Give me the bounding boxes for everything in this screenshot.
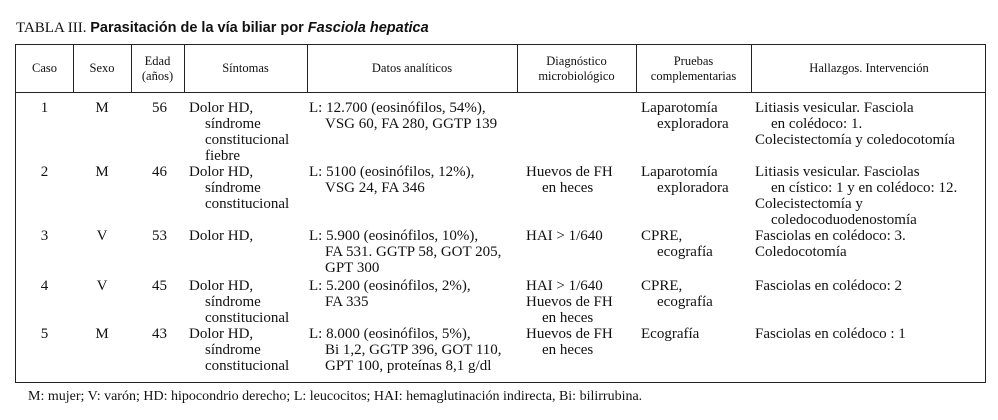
sintomas-line: Dolor HD, <box>189 326 254 342</box>
datos-line: GPT 100, proteínas 8,1 g/dl <box>325 358 492 374</box>
cell-datos <box>309 100 517 132</box>
hallazgos-line: Colecistectomía y coledocotomía <box>755 132 955 148</box>
sintomas-line: Dolor HD, <box>189 278 254 294</box>
datos-line: L: 5.900 (eosinófilos, 10%), <box>309 228 479 244</box>
sintomas-line: constitucional <box>205 132 290 148</box>
cell-sintomas <box>189 278 307 326</box>
diag-line: en heces <box>542 180 594 196</box>
datos-line: L: 8.000 (eosinófilos, 5%), <box>309 326 471 342</box>
pruebas-line: CPRE, <box>641 228 683 244</box>
hallazgos-line: en cístico: 1 y en colédoco: 12. <box>771 180 958 196</box>
sintomas-line: síndrome <box>205 116 261 132</box>
hallazgos-line: Coledocotomía <box>755 244 847 260</box>
cell-edad: 46 <box>152 164 167 180</box>
datos-line: VSG 60, FA 280, GGTP 139 <box>325 116 498 132</box>
cell-datos <box>309 228 517 276</box>
cell-caso: 4 <box>40 278 49 294</box>
cell-datos <box>309 326 517 374</box>
datos-line: Bi 1,2, GGTP 396, GOT 110, <box>325 342 502 358</box>
pruebas-line: Laparotomía <box>641 164 718 180</box>
datos-line: GPT 300 <box>325 260 380 276</box>
sintomas-line: Dolor HD, <box>189 164 254 180</box>
sintomas-line: síndrome <box>205 180 261 196</box>
cell-pruebas <box>641 278 751 310</box>
hallazgos-line: en colédoco: 1. <box>771 116 863 132</box>
datos-line: FA 335 <box>325 294 369 310</box>
datos-line: L: 12.700 (eosinófilos, 54%), <box>309 100 486 116</box>
header-diagnostico: Diagnóstico microbiológico <box>538 53 615 83</box>
cell-pruebas <box>641 228 751 260</box>
sintomas-line: constitucional <box>205 358 290 374</box>
hallazgos-line: Litiasis vesicular. Fasciola <box>755 100 914 116</box>
pruebas-line: ecografía <box>657 294 713 310</box>
diag-line: Huevos de FH <box>526 294 613 310</box>
cell-hallazgos <box>755 278 987 294</box>
cell-sexo: M <box>95 326 109 342</box>
cell-caso: 3 <box>40 228 49 244</box>
table-title <box>16 20 429 37</box>
cell-edad: 43 <box>152 326 167 342</box>
hallazgos-line: Fasciolas en colédoco: 3. <box>755 228 906 244</box>
cell-diag <box>526 326 636 358</box>
cell-caso: 2 <box>40 164 49 180</box>
table-title-main: Parasitación de la vía biliar por Fasciola hepatica <box>90 20 429 36</box>
cell-edad: 45 <box>152 278 167 294</box>
cell-edad: 53 <box>152 228 167 244</box>
datos-line: L: 5100 (eosinófilos, 12%), <box>309 164 475 180</box>
cell-sintomas <box>189 228 307 244</box>
header-sintomas: Síntomas <box>222 61 269 75</box>
sintomas-line: fiebre <box>205 148 240 164</box>
pruebas-line: Laparotomía <box>641 100 718 116</box>
cell-caso: 1 <box>40 100 49 116</box>
header-hallazgos: Hallazgos. Intervención <box>809 61 929 75</box>
cell-pruebas <box>641 164 751 196</box>
data-table <box>15 44 986 383</box>
cell-hallazgos <box>755 100 987 148</box>
cell-sexo: M <box>95 164 109 180</box>
hallazgos-line: Colecistectomía y <box>755 196 863 212</box>
header-datos-analiticos: Datos analíticos <box>371 61 453 75</box>
pruebas-line: ecografía <box>657 244 713 260</box>
table-title-italic: Fasciola hepatica <box>307 20 429 36</box>
cell-sexo: V <box>96 228 108 244</box>
cell-datos <box>309 164 517 196</box>
hallazgos-line: Fasciolas en colédoco : 1 <box>755 326 906 342</box>
cell-pruebas <box>641 326 751 342</box>
sintomas-line: síndrome <box>205 342 261 358</box>
sintomas-line: constitucional <box>205 196 290 212</box>
hallazgos-line: Fasciolas en colédoco: 2 <box>755 278 903 294</box>
cell-diag <box>526 278 636 326</box>
diag-line: Huevos de FH <box>526 326 613 342</box>
sintomas-line: constitucional <box>205 310 290 326</box>
datos-line: FA 531. GGTP 58, GOT 205, <box>325 244 502 260</box>
cell-sintomas <box>189 100 307 164</box>
sintomas-line: Dolor HD, <box>189 228 254 244</box>
cell-hallazgos <box>755 228 987 260</box>
cell-caso: 5 <box>40 326 49 342</box>
header-edad: Edad (años) <box>141 53 174 83</box>
datos-line: L: 5.200 (eosinófilos, 2%), <box>309 278 471 294</box>
pruebas-line: exploradora <box>657 116 729 132</box>
sintomas-line: síndrome <box>205 294 261 310</box>
cell-datos <box>309 278 517 310</box>
header-pruebas: Pruebas complementarias <box>650 53 737 83</box>
cell-hallazgos <box>755 326 987 342</box>
table-footnote: M: mujer; V: varón; HD: hipocondrio derecho; L: leucocitos; HAI: hemaglutinación indirecta, Bi: bilirrubina. <box>28 389 643 404</box>
header-sexo: Sexo <box>89 61 115 75</box>
cell-sexo: M <box>95 100 109 116</box>
cell-sintomas <box>189 164 307 212</box>
table-title-prefix: TABLA III. <box>16 20 87 36</box>
cell-sintomas <box>189 326 307 374</box>
pruebas-line: CPRE, <box>641 278 683 294</box>
diag-line: HAI > 1/640 <box>526 278 603 294</box>
sintomas-line: Dolor HD, <box>189 100 254 116</box>
cell-hallazgos <box>755 164 987 228</box>
cell-diag <box>526 228 636 244</box>
cell-edad: 56 <box>152 100 167 116</box>
datos-line: VSG 24, FA 346 <box>325 180 425 196</box>
diag-line: HAI > 1/640 <box>526 228 603 244</box>
diag-line: en heces <box>542 310 594 326</box>
pruebas-line: exploradora <box>657 180 729 196</box>
diag-line: en heces <box>542 342 594 358</box>
hallazgos-line: coledocoduodenostomía <box>771 212 917 228</box>
cell-diag <box>526 164 636 196</box>
pruebas-line: Ecografía <box>641 326 700 342</box>
diag-line: Huevos de FH <box>526 164 613 180</box>
cell-pruebas <box>641 100 751 132</box>
hallazgos-line: Litiasis vesicular. Fasciolas <box>755 164 920 180</box>
cell-sexo: V <box>96 278 108 294</box>
header-caso: Caso <box>32 61 57 75</box>
